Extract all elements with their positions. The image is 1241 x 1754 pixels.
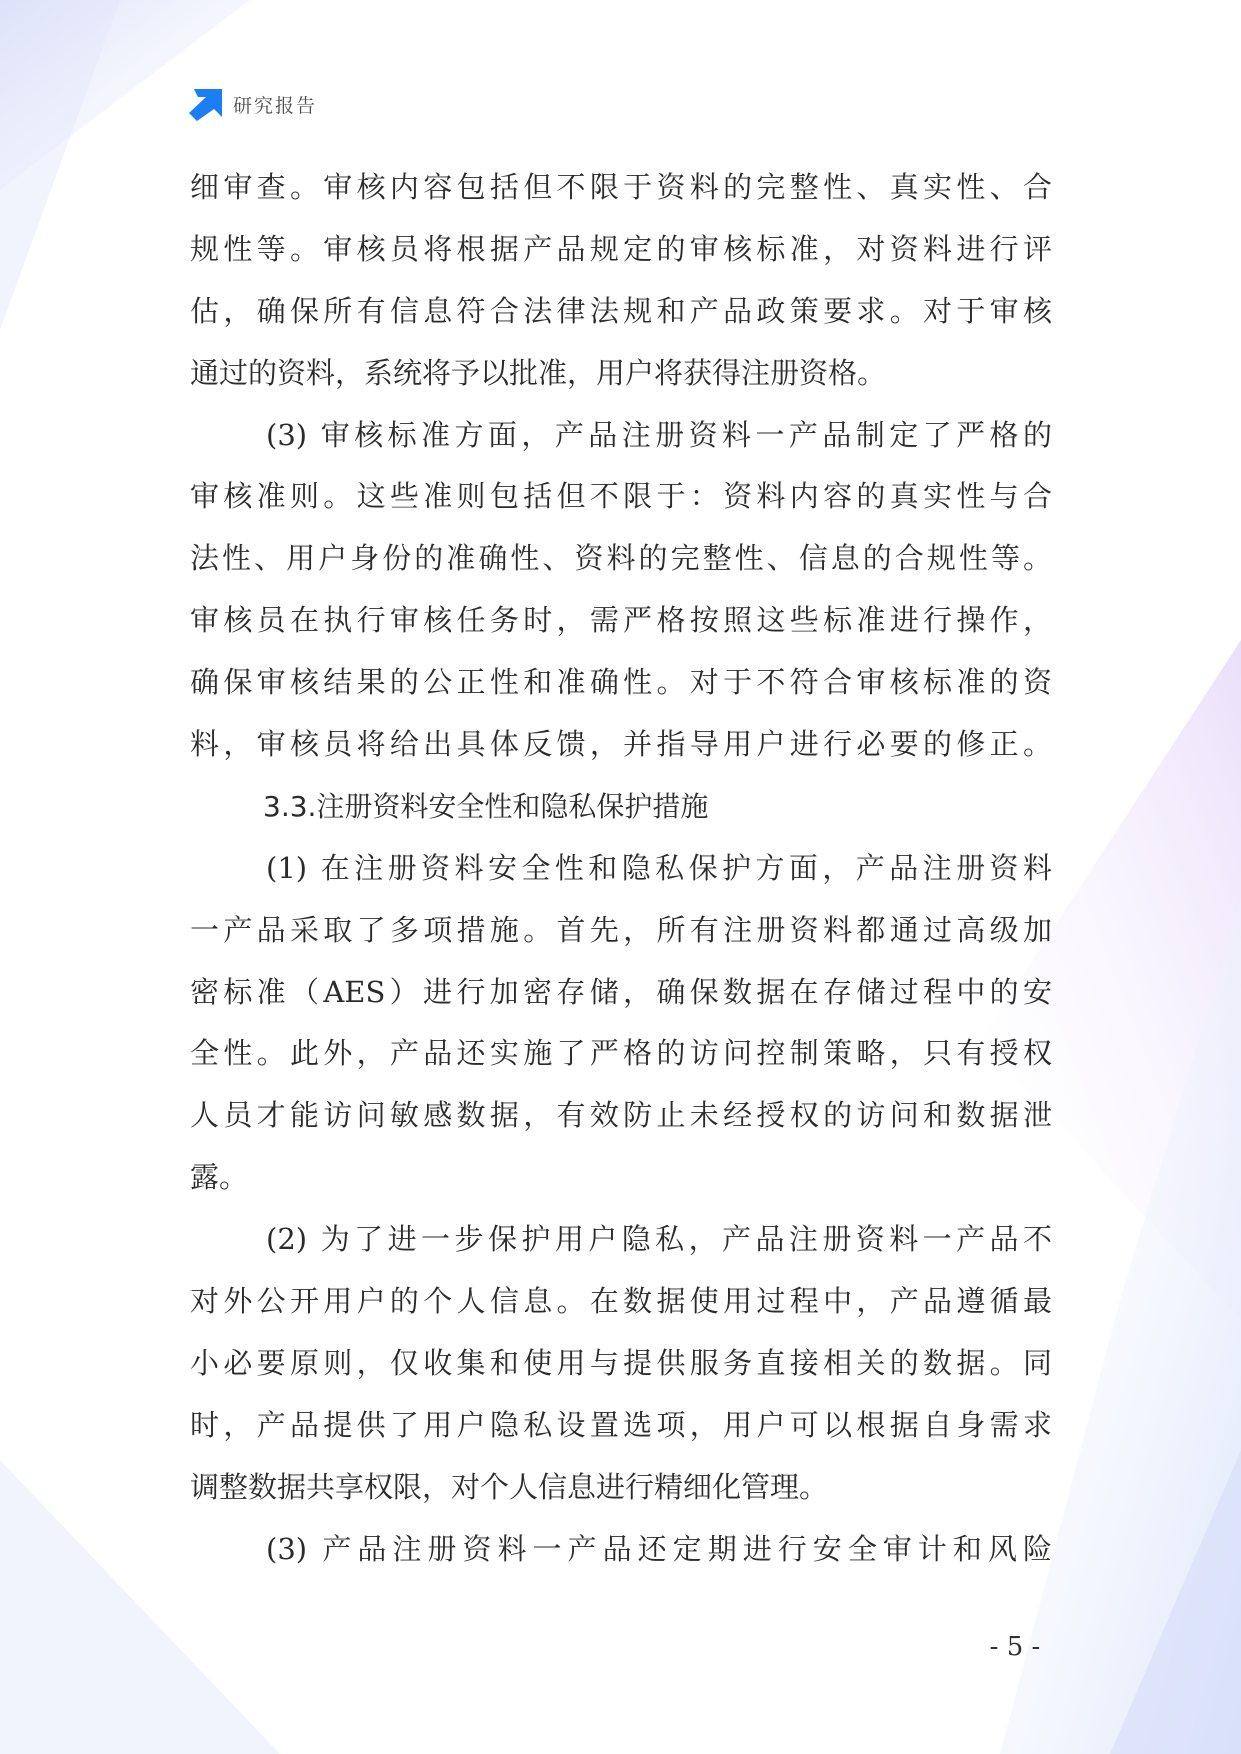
page-number: - 5 - — [989, 1632, 1041, 1662]
paragraph — [190, 838, 1052, 1209]
logo-arrow-icon — [188, 89, 222, 121]
text-line: 密标准（AES）进行加密存储，确保数据在存储过程中的安 — [190, 974, 1052, 1009]
text-line: 估，确保所有信息符合法律法规和产品政策要求。对于审核 — [190, 293, 1052, 328]
paragraph — [190, 1209, 1052, 1518]
text-line: 细审查。审核内容包括但不限于资料的完整性、真实性、合 — [190, 170, 1052, 204]
text-line: 审核准则。这些准则包括但不限于：资料内容的真实性与合 — [190, 479, 1052, 514]
text-line: 小必要原则，仅收集和使用与提供服务直接相关的数据。同 — [190, 1345, 1052, 1380]
text-line: (1) 在注册资料安全性和隐私保护方面，产品注册资料 — [266, 850, 1052, 885]
text-line: 规性等。审核员将根据产品规定的审核标准，对资料进行评 — [190, 231, 1052, 266]
paragraph — [190, 1519, 1052, 1581]
text-line: 调整数据共享权限，对个人信息进行精细化管理。 — [190, 1469, 829, 1504]
paragraph — [190, 157, 1052, 405]
text-line: 审核员在执行审核任务时，需严格按照这些标准进行操作， — [190, 603, 1052, 638]
text-line: 确保审核结果的公正性和准确性。对于不符合审核标准的资 — [190, 665, 1052, 700]
text-line: 料，审核员将给出具体反馈，并指导用户进行必要的修正。 — [190, 727, 1052, 762]
text-line: 全性。此外，产品还实施了严格的访问控制策略，只有授权 — [190, 1036, 1052, 1071]
header-title: 研究报告 — [233, 95, 318, 117]
text-line: 时，产品提供了用户隐私设置选项，用户可以根据自身需求 — [190, 1407, 1052, 1442]
text-line: 露。 — [190, 1160, 249, 1195]
text-line: (3) 产品注册资料一产品还定期进行安全审计和风险 — [266, 1531, 1052, 1566]
text-line: 人员才能访问敏感数据，有效防止未经授权的访问和数据泄 — [190, 1098, 1052, 1133]
paragraph — [190, 405, 1052, 776]
text-line: 通过的资料，系统将予以批准，用户将获得注册资格。 — [190, 355, 887, 390]
text-line: 法性、用户身份的准确性、资料的完整性、信息的合规性等。 — [190, 541, 1052, 576]
section-heading: 3.3.注册资料安全性和隐私保护措施 — [263, 789, 709, 823]
text-line: 对外公开用户的个人信息。在数据使用过程中，产品遵循最 — [190, 1284, 1052, 1319]
text-line: 一产品采取了多项措施。首先，所有注册资料都通过高级加 — [190, 912, 1052, 947]
document-body — [190, 157, 1052, 1580]
text-line: (2) 为了进一步保护用户隐私，产品注册资料一产品不 — [266, 1222, 1052, 1257]
text-line: (3) 审核标准方面，产品注册资料一产品制定了严格的 — [266, 417, 1052, 452]
